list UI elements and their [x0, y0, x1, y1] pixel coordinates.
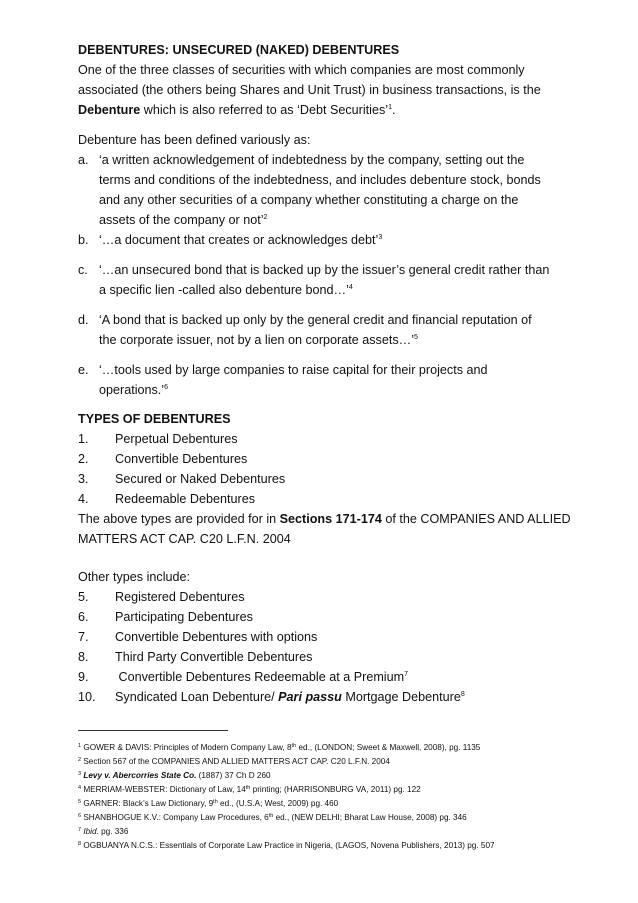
- list-item-number: 5.: [78, 590, 89, 604]
- definition-b-line: ‘…a document that creates or acknowledges debt’$^3$: [99, 233, 383, 247]
- list-item-number: 6.: [78, 610, 89, 624]
- footnote-divider: [78, 730, 228, 731]
- definition-e-label: e.: [78, 363, 89, 377]
- list-item: Third Party Convertible Debentures: [115, 650, 313, 664]
- footnote: $^8$ OGBUANYA N.C.S.: Essentials of Corporate Law Practice in Nigeria, (LAGOS, Novena Publishers, 2013) pg. 507: [78, 841, 495, 850]
- definition-a-line: ‘a written acknowledgement of indebtedness by the company, setting out the: [99, 153, 525, 167]
- other-heading: Other types include:: [78, 570, 191, 584]
- definition-a-line: terms and conditions of the indebtedness, and includes debenture stock, bonds: [99, 173, 541, 187]
- footnote-ref: 8: [460, 691, 465, 698]
- footnote-ref: 1: [388, 104, 392, 111]
- list-item: Redeemable Debentures: [115, 492, 256, 506]
- list-item: Participating Debentures: [115, 610, 253, 624]
- list-item-number: 2.: [78, 452, 89, 466]
- definition-d-line: the corporate issuer, not by a lien on corporate assets…’$^5$: [99, 333, 418, 347]
- footnote: $^4$ MERRIAM-WEBSTER: Dictionary of Law, 14th printing; (HARRISONBURG VA, 2011) pg. 122: [78, 785, 421, 794]
- intro-line-1: One of the three classes of securities with which companies are most commonly: [78, 63, 525, 77]
- list-item-number: 3.: [78, 472, 89, 486]
- definition-a-line: assets of the company or not’$^2$: [99, 213, 268, 227]
- list-item-number: 9.: [78, 670, 89, 684]
- definitions-heading: Debenture has been defined variously as:: [78, 133, 311, 147]
- definition-d-line: ‘A bond that is backed up only by the general credit and financial reputation of: [99, 313, 532, 327]
- footnote: $^7$ Ibid. pg. 336: [78, 827, 129, 836]
- definition-c-line: a specific lien -called also debenture bond…’$^4$: [99, 283, 353, 297]
- list-item: Perpetual Debentures: [115, 432, 238, 446]
- footnote: $^2$ Section 567 of the COMPANIES AND ALLIED MATTERS ACT CAP. C20 L.F.N. 2004: [78, 757, 390, 766]
- definition-d-label: d.: [78, 313, 89, 327]
- footnote-ref: 6: [164, 384, 169, 391]
- definition-b-label: b.: [78, 233, 89, 247]
- footnote-ref: 4: [348, 284, 353, 291]
- definition-e-line: operations.’$^6$: [99, 383, 169, 397]
- footnote-ref: 5: [414, 334, 418, 341]
- definition-a-label: a.: [78, 153, 89, 167]
- types-heading: TYPES OF DEBENTURES: [78, 412, 231, 426]
- footnote: $^3$ Levy v. Abercorries State Co. (1887) 37 Ch D 260: [78, 771, 271, 780]
- definition-c-line: ‘…an unsecured bond that is backed up by the issuer’s general credit rather than: [99, 263, 550, 277]
- provided-line-1: The above types are provided for in Sections 171-174 of the COMPANIES AND ALLIED: [78, 512, 571, 526]
- list-item: Convertible Debentures Redeemable at a Premium$^7$: [115, 670, 409, 684]
- list-item: Secured or Naked Debentures: [115, 472, 286, 486]
- definition-a-line: and any other securities of a company whether constituting a charge on the: [99, 193, 519, 207]
- definition-c-label: c.: [78, 263, 88, 277]
- provided-line-2: MATTERS ACT CAP. C20 L.F.N. 2004: [78, 532, 291, 546]
- list-item: Syndicated Loan Debenture/ Pari passu Mortgage Debenture$^8$: [115, 690, 465, 704]
- list-item: Convertible Debentures: [115, 452, 248, 466]
- list-item: Convertible Debentures with options: [115, 630, 318, 644]
- definition-e-line: ‘…tools used by large companies to raise capital for their projects and: [99, 363, 488, 377]
- list-item-number: 7.: [78, 630, 89, 644]
- intro-line-2: associated (the others being Shares and Unit Trust) in business transactions, is the: [78, 83, 541, 97]
- page-title: DEBENTURES: UNSECURED (NAKED) DEBENTURES: [78, 43, 400, 57]
- footnote-ref: 3: [378, 234, 383, 241]
- list-item-number: 8.: [78, 650, 89, 664]
- footnote: $^6$ SHANBHOGUE K.V.: Company Law Procedures, 6th ed., (NEW DELHI; Bharat Law House, 2008) pg. 346: [78, 813, 467, 822]
- footnote-ref: 7: [404, 671, 409, 678]
- footnote: $^5$ GARNER: Black’s Law Dictionary, 9th ed., (U.S.A; West, 2009) pg. 460: [78, 799, 339, 808]
- list-item: Registered Debentures: [115, 590, 245, 604]
- list-item-number: 10.: [78, 690, 96, 704]
- list-item-number: 4.: [78, 492, 89, 506]
- footnote: $^1$ GOWER & DAVIS: Principles of Modern Company Law, 8th ed., (LONDON; Sweet & Maxwell, 2008), pg. 1135: [78, 743, 481, 752]
- list-item-number: 1.: [78, 432, 89, 446]
- footnote-ref: 2: [263, 214, 268, 221]
- intro-line-3: Debenture which is also referred to as ‘Debt Securities’$^1$.: [78, 103, 396, 117]
